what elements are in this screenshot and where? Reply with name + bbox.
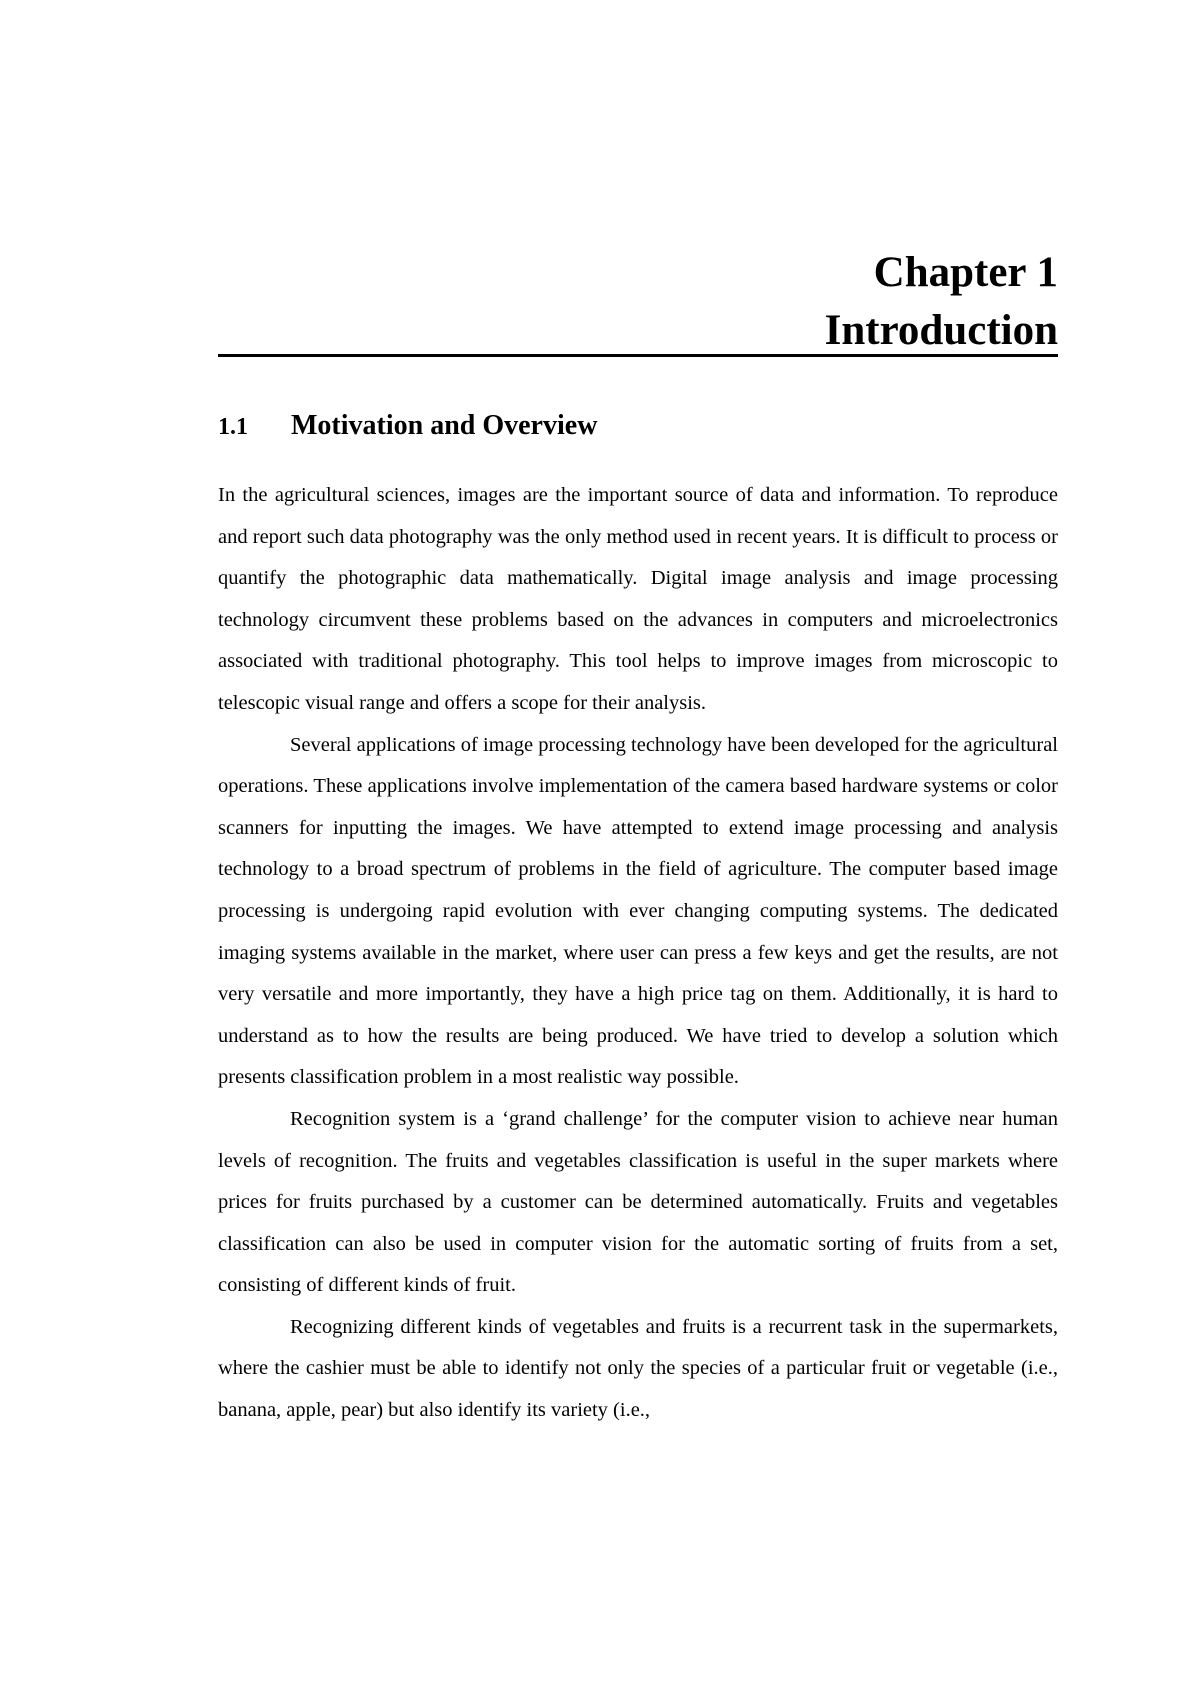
paragraph: In the agricultural sciences, images are the important source of data and information. To reproduce and report such data photography was the only method used in recent years. It is difficult to process or quantify the photographic data mathematically. Digital image analysis and image processing technology circumvent these problems based on the advances in computers and microelectronics associated with traditional photography. This tool helps to improve images from microscopic to telescopic visual range and offers a scope for their analysis. — [218, 484, 1058, 714]
body-text — [218, 475, 1058, 1432]
chapter-label: Chapter 1 — [873, 249, 1058, 296]
paragraph: Recognizing different kinds of vegetables and fruits is a recurrent task in the supermarkets, where the cashier must be able to identify not only the species of a particular fruit or vegetable (i.e., banana, apple, pear) but also identify its variety (i.e., — [218, 1315, 1058, 1422]
chapter-heading — [218, 244, 1058, 360]
section-heading — [218, 408, 1058, 445]
chapter-divider — [218, 354, 1058, 357]
section-title: Motivation and Overview — [291, 410, 598, 441]
chapter-title: Introduction — [824, 307, 1058, 354]
paragraph: Recognition system is a ‘grand challenge’ for the computer vision to achieve near human levels of recognition. The fruits and vegetables classification is useful in the super markets where prices for fruits purchased by a customer can be determined automatically. Fruits and vegetables classification can also be used in computer vision for the automatic sorting of fruits from a set, consisting of different kinds of fruit. — [218, 1107, 1058, 1297]
section-number: 1.1 — [218, 414, 248, 440]
paragraph: Several applications of image processing technology have been developed for the agricultural operations. These applications involve implementation of the camera based hardware systems or color scanners for inputting the images. We have attempted to extend image processing and analysis technology to a broad spectrum of problems in the field of agriculture. The computer based image processing is undergoing rapid evolution with ever changing computing systems. The dedicated imaging systems available in the market, where user can press a few keys and get the results, are not very versatile and more importantly, they have a high price tag on them. Additionally, it is hard to understand as to how the results are being produced. We have tried to develop a solution which presents classification problem in a most realistic way possible. — [218, 733, 1058, 1089]
document-page — [218, 0, 1058, 1698]
